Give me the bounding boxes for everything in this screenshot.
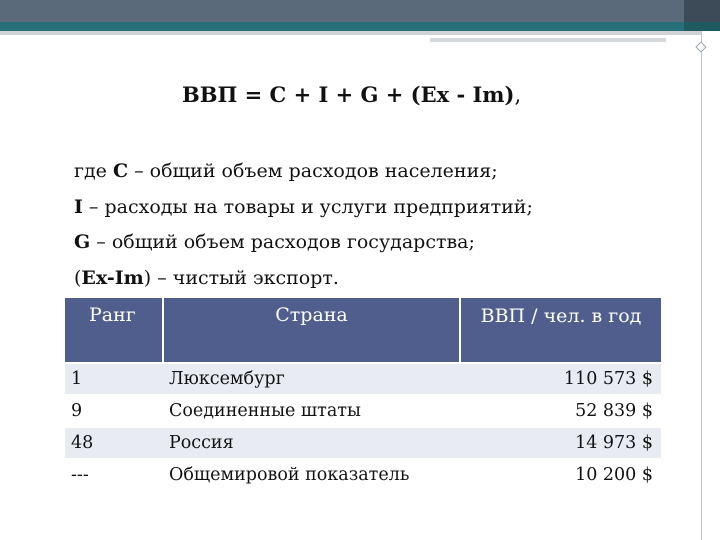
- accent-stripe-corner: [684, 22, 720, 31]
- column-header-rank: Ранг: [65, 298, 163, 363]
- column-header-country: Страна: [163, 298, 460, 363]
- divider-strip: [0, 31, 702, 35]
- definition-net-export: [74, 261, 533, 297]
- cell-gdp: 110 573 $: [460, 363, 661, 395]
- title-underline-strip: [430, 38, 666, 42]
- definition-symbol: C: [112, 160, 129, 182]
- cell-country: Люксембург: [163, 363, 460, 395]
- cell-country: Россия: [163, 427, 460, 459]
- accent-stripe: [0, 22, 720, 31]
- gdp-formula: [182, 82, 521, 107]
- formula-main: ВВП = C + I + G + (Ex - Im): [182, 82, 515, 107]
- cell-rank: 1: [65, 363, 163, 395]
- formula-tail: ,: [514, 83, 522, 107]
- definition-symbol: G: [74, 231, 91, 253]
- cell-rank: ---: [65, 459, 163, 490]
- cell-rank: 9: [65, 395, 163, 427]
- gdp-ranking-table: [65, 298, 661, 490]
- table-row: [65, 395, 661, 427]
- cell-country: Соединенные штаты: [163, 395, 460, 427]
- definition-text: – общий объем расходов государства;: [90, 231, 475, 253]
- definition-i: [74, 190, 533, 226]
- definition-text: – расходы на товары и услуги предприятий;: [82, 195, 533, 218]
- table-row: [65, 427, 661, 459]
- cell-country: Общемировой показатель: [163, 459, 460, 490]
- definition-symbol: Ex-Im: [81, 266, 144, 289]
- table-row: [65, 459, 661, 490]
- table-row: [65, 363, 661, 395]
- definition-prefix: (: [74, 266, 82, 289]
- definition-c: [74, 154, 533, 190]
- definition-g: [74, 225, 533, 261]
- definition-text: – общий объем расходов населения;: [128, 160, 498, 182]
- diamond-marker-icon: [695, 41, 706, 52]
- top-banner-corner: [684, 0, 720, 22]
- table-header-row: [65, 298, 661, 363]
- cell-gdp: 52 839 $: [460, 395, 661, 427]
- top-banner: [0, 0, 720, 22]
- definition-symbol: I: [74, 195, 83, 218]
- right-margin-line: [701, 31, 702, 540]
- cell-gdp: 10 200 $: [460, 459, 661, 490]
- cell-gdp: 14 973 $: [460, 427, 661, 459]
- definition-text: ) – чистый экспорт.: [143, 266, 339, 289]
- column-header-gdp-per-capita: ВВП / чел. в год: [460, 298, 661, 363]
- cell-rank: 48: [65, 427, 163, 459]
- definition-prefix: где: [74, 160, 113, 182]
- definitions-list: [74, 154, 533, 296]
